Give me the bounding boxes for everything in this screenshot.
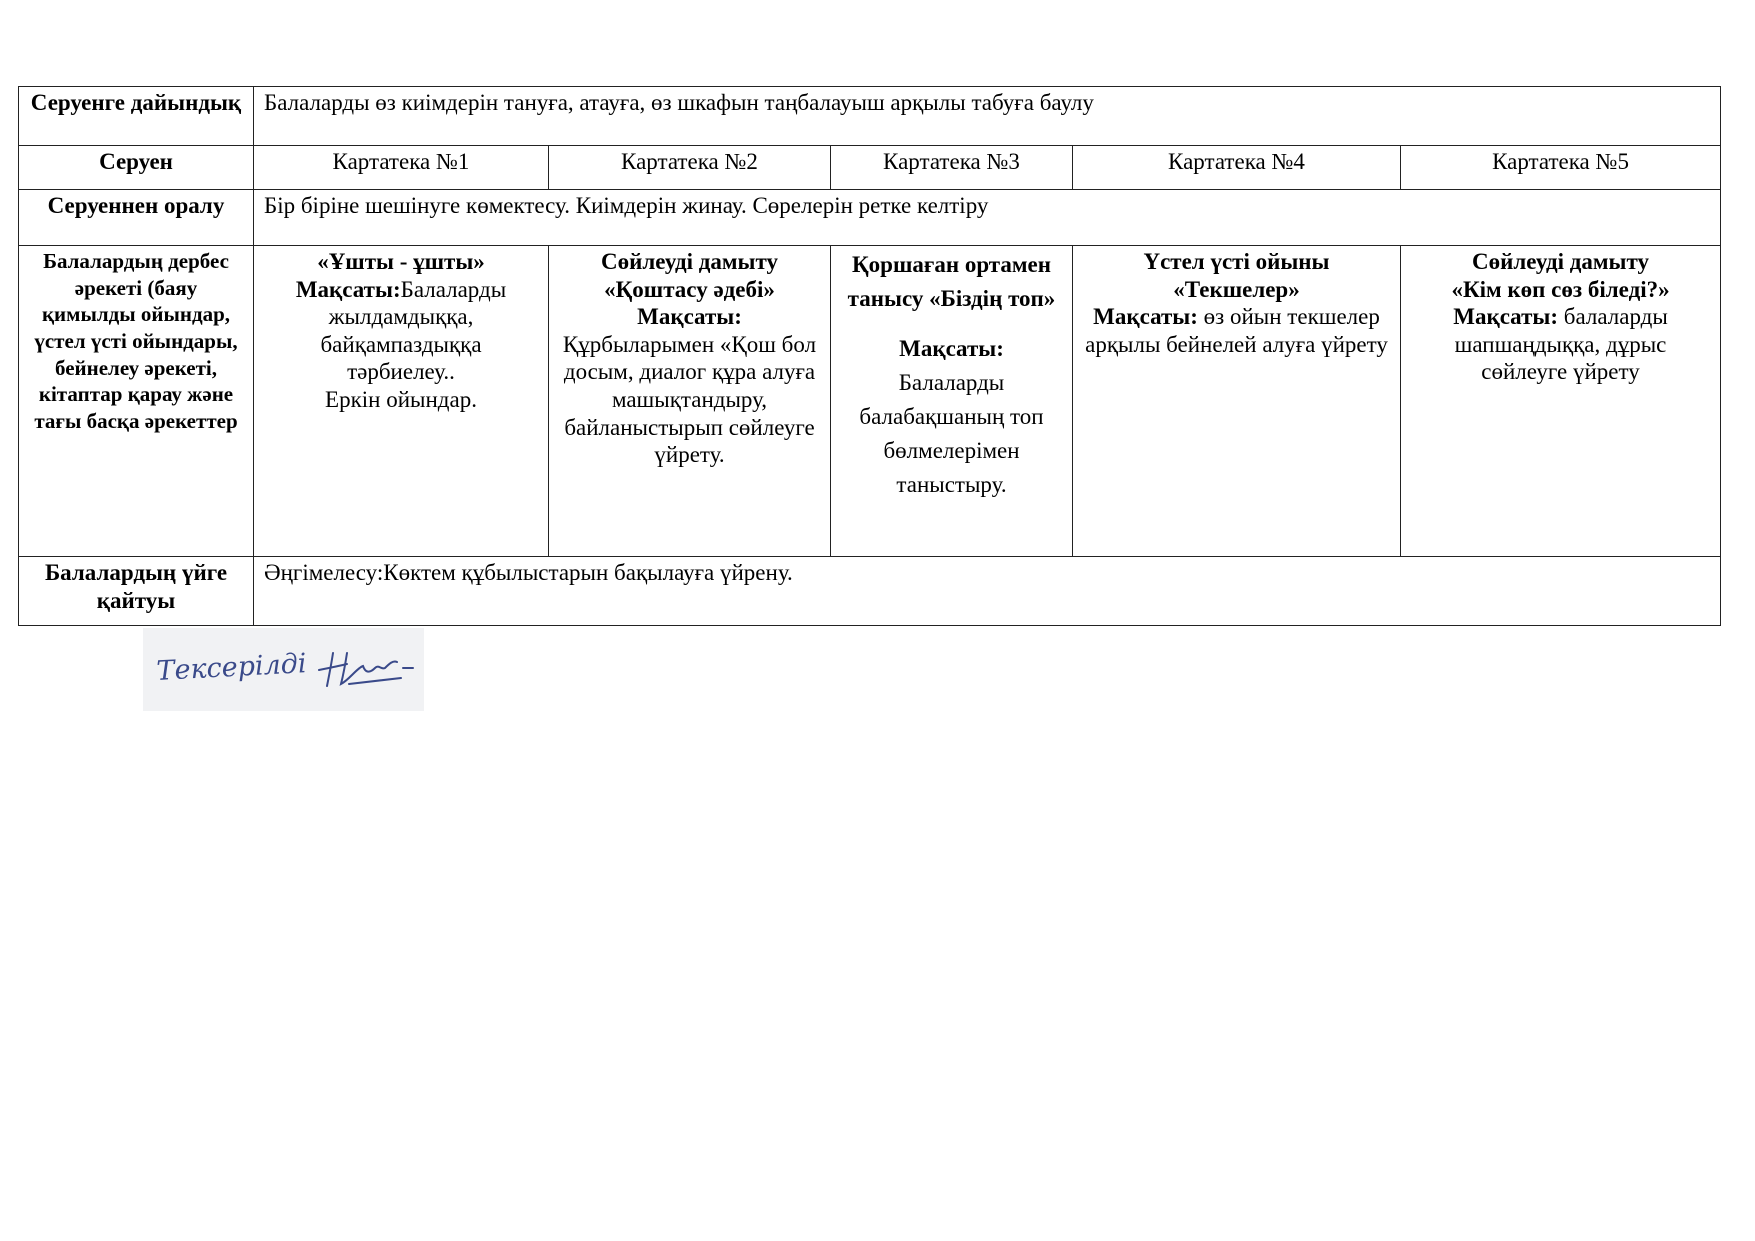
row-home	[19, 557, 1721, 626]
signature-icon	[143, 628, 424, 711]
goal-text: Балаларды жылдамдыққа, байқампаздыққа тәрбиелеу..	[320, 276, 507, 385]
activity-subject: Сөйлеуді дамыту	[601, 249, 778, 274]
activity-title: Қоршаған ортамен танысу «Біздің топ»	[847, 252, 1056, 312]
activity-title: «Ұшты - ұшты»	[317, 249, 485, 274]
goal-text: Балаларды балабақшаның топ бөлмелерімен таныстыру.	[859, 370, 1044, 498]
handwritten-signature-stamp	[143, 628, 424, 711]
goal-label: Мақсаты:	[1453, 304, 1559, 330]
activity-cell-4	[1073, 246, 1401, 557]
goal-label: Мақсаты:	[637, 304, 742, 330]
activity-title: «Текшелер»	[1173, 276, 1300, 302]
goal-text: Құрбыларымен «Қош бол досым, диалог құра алуға машықтандыру, байланыстырып сөйлеуге үйрету.	[562, 331, 817, 468]
row-walk-prep	[19, 87, 1721, 146]
goal-label: Мақсаты:	[295, 276, 401, 302]
activity-cell-2	[549, 246, 831, 557]
return-text: Бір біріне шешінуге көмектесу. Киімдерін жинау. Сөрелерін ретке келтіру	[254, 190, 1721, 246]
walk-prep-text: Балаларды өз киімдерін тануға, атауға, өз шкафын таңбалауыш арқылы табуға баулу	[254, 87, 1721, 146]
card-1: Картатека №1	[254, 146, 549, 190]
row-label-return: Серуеннен оралу	[19, 190, 254, 246]
row-return	[19, 190, 1721, 246]
activity-extra: Еркін ойындар.	[325, 386, 477, 412]
card-4: Картатека №4	[1073, 146, 1401, 190]
activity-subject: Сөйлеуді дамыту	[1472, 249, 1650, 274]
row-label-walk: Серуен	[19, 146, 254, 190]
activity-title: «Кім көп сөз біледі?»	[1451, 276, 1670, 302]
card-5: Картатека №5	[1401, 146, 1721, 190]
goal-label: Мақсаты:	[1093, 304, 1198, 330]
goal-text: балаларды шапшаңдыққа, дұрыс сөйлеуге үйрету	[1454, 304, 1668, 385]
activity-cell-3	[831, 246, 1073, 557]
row-label-home: Балалардың үйге қайтуы	[19, 557, 254, 626]
activity-cell-1	[254, 246, 549, 557]
daily-plan-table	[18, 86, 1721, 626]
activity-cell-5	[1401, 246, 1721, 557]
goal-text: өз ойын текшелер арқылы бейнелей алуға үйрету	[1085, 304, 1388, 357]
row-label-walk-prep: Серуенге дайындық	[19, 87, 254, 146]
home-text: Әңгімелесу:Көктем құбылыстарын бақылауға үйрену.	[254, 557, 1721, 626]
card-2: Картатека №2	[549, 146, 831, 190]
card-3: Картатека №3	[831, 146, 1073, 190]
activity-title: «Қоштасу әдебі»	[604, 276, 775, 302]
row-walk	[19, 146, 1721, 190]
goal-label: Мақсаты:	[899, 336, 1004, 362]
row-label-activity: Балалардың дербес әрекеті (баяу қимылды ойындар, үстел үсті ойындары, бейнелеу әрекеті, кітаптар қарау және тағы басқа әрекеттер	[19, 246, 254, 557]
row-activity	[19, 246, 1721, 557]
activity-subject: Үстел үсті ойыны	[1143, 249, 1330, 274]
svg-text:Тексерілді: Тексерілді	[155, 648, 308, 687]
